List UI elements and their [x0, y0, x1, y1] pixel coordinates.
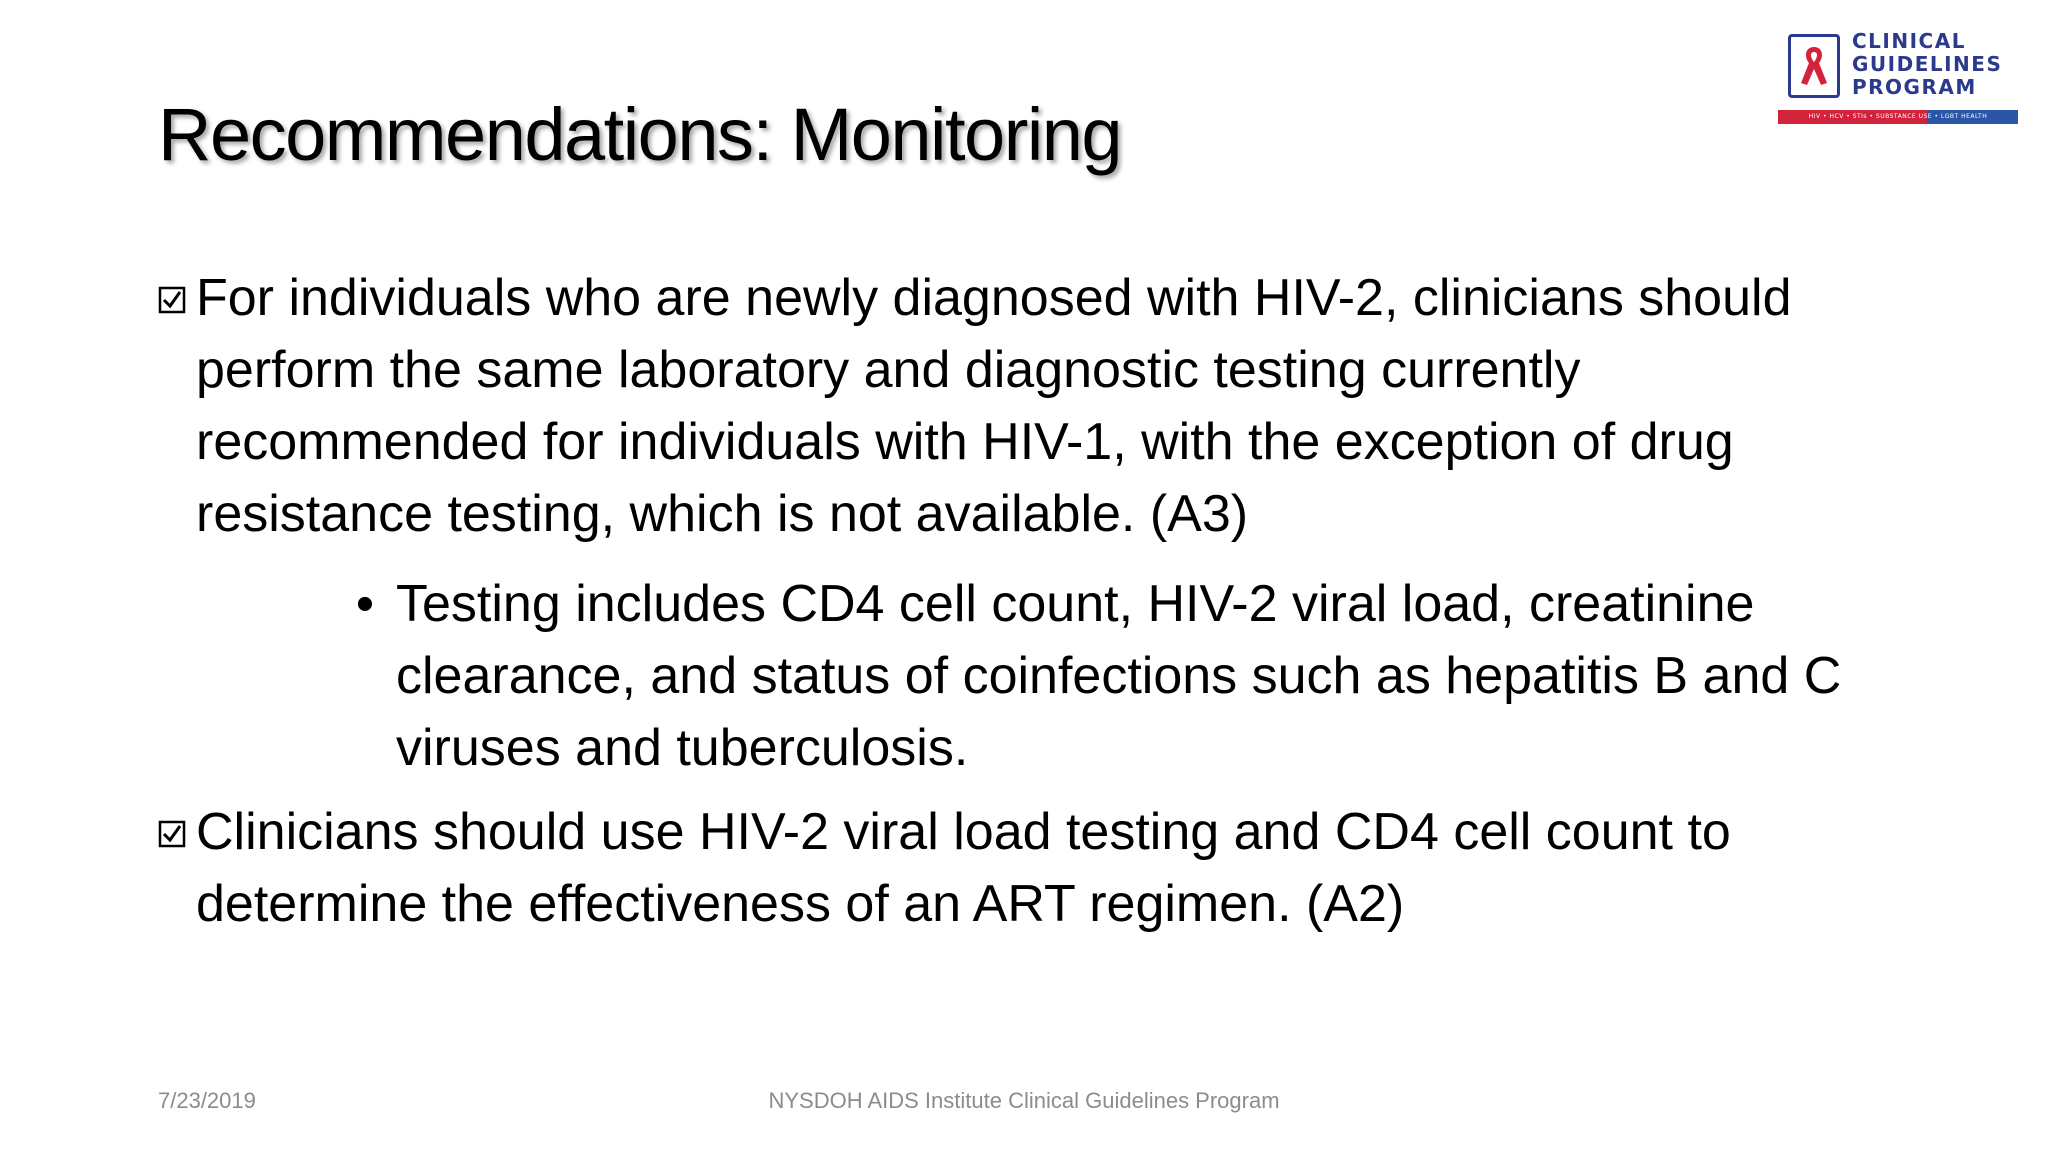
- clinical-guidelines-logo: [1778, 30, 2018, 128]
- recommendation-text: For individuals who are newly diagnosed with HIV-2, clinicians should perform the same laboratory and diagnostic testing currently recommended for individuals with HIV-1, with the exception of drug resistance testing, which is not available. (A3): [196, 269, 1792, 543]
- logo-line-1: CLINICAL: [1852, 29, 1966, 53]
- footer-source: NYSDOH AIDS Institute Clinical Guidelines Program: [768, 1088, 1280, 1113]
- ribbon-icon: [1797, 43, 1831, 89]
- checkbox-checked-icon: [158, 286, 186, 314]
- recommendation-text: Clinicians should use HIV-2 viral load testing and CD4 cell count to determine the effectiveness of an ART regimen. (A2): [196, 803, 1731, 933]
- bullet-icon: •: [355, 575, 375, 633]
- checkbox-checked-icon: [158, 820, 186, 848]
- logo-line-2: GUIDELINES: [1852, 52, 2003, 76]
- logo-text: [1852, 30, 2002, 99]
- logo-line-3: PROGRAM: [1852, 75, 1977, 99]
- sub-bullet-text: Testing includes CD4 cell count, HIV-2 viral load, creatinine clearance, and status of coinfections such as hepatitis B and C viruses and tuberculosis.: [396, 575, 1842, 777]
- logo-box: [1788, 34, 1840, 98]
- slide-content: [158, 262, 1918, 952]
- recommendation-item: [158, 262, 1918, 550]
- sub-bullet-item: [350, 568, 1918, 784]
- slide-title: Recommendations: Monitoring: [158, 93, 1122, 176]
- footer-date: 7/23/2019: [158, 1088, 256, 1113]
- recommendation-item: [158, 796, 1918, 940]
- logo-tagline-bar: HIV • HCV • STIs • SUBSTANCE USE • LGBT HEALTH: [1778, 110, 2018, 124]
